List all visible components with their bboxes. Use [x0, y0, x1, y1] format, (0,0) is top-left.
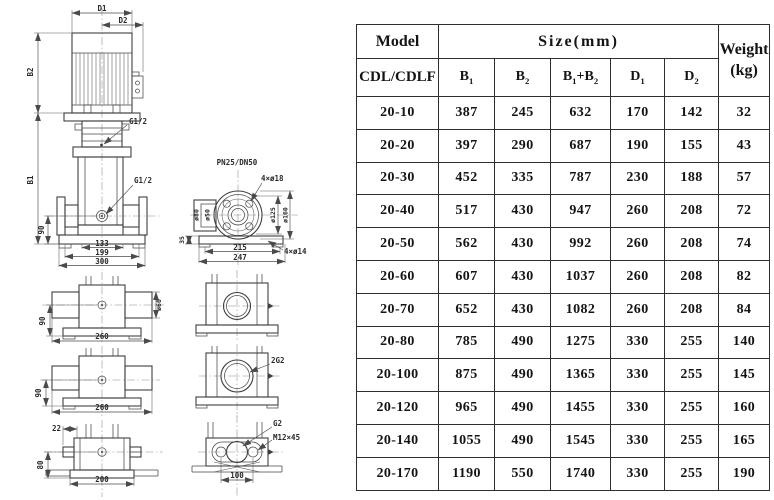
bolt-label-m12: M12×45 [273, 433, 301, 442]
cell-b1b2: 1365 [551, 359, 611, 392]
dim-label-dia160: ø160 [281, 207, 290, 223]
table-row [357, 457, 770, 490]
dim-label-dia60: ø60 [155, 299, 163, 311]
header-col-d1: $D_1$ [611, 59, 665, 97]
cell-model: 20-170 [357, 457, 439, 490]
cell-b2: 245 [495, 97, 551, 130]
cell-b1: 387 [439, 97, 495, 130]
cell-b1b2: 1545 [551, 424, 611, 457]
cell-model: 20-80 [357, 326, 439, 359]
header-col-b1b2: $B_1+B_2$ [551, 59, 611, 97]
table-row [357, 359, 770, 392]
header-col-d2: $D_2$ [665, 59, 719, 97]
cell-b2: 490 [495, 392, 551, 425]
table-row [357, 195, 770, 228]
side-view-1 [38, 272, 164, 344]
cell-d2: 255 [665, 424, 719, 457]
cell-b1b2: 1082 [551, 293, 611, 326]
cell-d2: 255 [665, 359, 719, 392]
cell-model: 20-140 [357, 424, 439, 457]
header-weight-line1: Weight [719, 40, 769, 58]
table-row [357, 326, 770, 359]
cell-b2: 490 [495, 359, 551, 392]
cell-model: 20-70 [357, 293, 439, 326]
rating-label: PN25/DN50 [216, 158, 258, 167]
cell-model: 20-50 [357, 228, 439, 261]
cell-weight: 160 [719, 392, 770, 425]
header-size-group: Size(mm) [439, 25, 719, 59]
cell-b2: 550 [495, 457, 551, 490]
cell-model: 20-100 [357, 359, 439, 392]
dim-label-200: 200 [95, 475, 109, 484]
dim-label-dia80: ø80 [192, 209, 201, 221]
header-model: Model [357, 25, 439, 59]
table-row [357, 260, 770, 293]
flange-view [178, 158, 307, 268]
cell-d1: 330 [611, 326, 665, 359]
thread-label-2g2: 2G2 [271, 356, 285, 365]
cell-d1: 330 [611, 457, 665, 490]
cell-b1: 452 [439, 162, 495, 195]
cell-b1: 562 [439, 228, 495, 261]
cell-d1: 260 [611, 195, 665, 228]
table-row [357, 162, 770, 195]
cell-d1: 260 [611, 260, 665, 293]
cell-b2: 290 [495, 129, 551, 162]
cell-b1: 397 [439, 129, 495, 162]
dim-label-90-main: 90 [37, 225, 46, 235]
table-row [357, 424, 770, 457]
cell-d2: 155 [665, 129, 719, 162]
cell-b1b2: 787 [551, 162, 611, 195]
cell-b1b2: 687 [551, 129, 611, 162]
cell-model: 20-120 [357, 392, 439, 425]
cell-b1: 1190 [439, 457, 495, 490]
cell-weight: 145 [719, 359, 770, 392]
cell-b1: 875 [439, 359, 495, 392]
cell-model: 20-30 [357, 162, 439, 195]
cell-d1: 330 [611, 392, 665, 425]
cell-d1: 190 [611, 129, 665, 162]
cell-d2: 255 [665, 392, 719, 425]
cell-b1b2: 1455 [551, 392, 611, 425]
table-row [357, 392, 770, 425]
dimensions-table-body [357, 97, 770, 491]
cell-d1: 260 [611, 293, 665, 326]
header-col-b2: $B_2$ [495, 59, 551, 97]
dim-label-dia50: ø50 [203, 209, 212, 221]
cell-model: 20-60 [357, 260, 439, 293]
table-row [357, 97, 770, 130]
cell-b1b2: 1740 [551, 457, 611, 490]
cell-b1: 652 [439, 293, 495, 326]
dim-label-199: 199 [95, 248, 109, 257]
cell-b2: 490 [495, 424, 551, 457]
cell-weight: 165 [719, 424, 770, 457]
dim-label-260-side1: 260 [95, 332, 109, 341]
dim-label-247: 247 [233, 253, 247, 262]
table-row [357, 293, 770, 326]
dim-label-22: 22 [51, 424, 61, 433]
cell-b2: 430 [495, 195, 551, 228]
cell-weight: 82 [719, 260, 770, 293]
cell-model: 20-10 [357, 97, 439, 130]
cell-weight: 57 [719, 162, 770, 195]
header-col-b1: $B_1$ [439, 59, 495, 97]
technical-drawing [0, 0, 356, 500]
cell-model: 20-20 [357, 129, 439, 162]
port-view-2 [196, 344, 285, 418]
dim-label-80: 80 [36, 460, 45, 470]
header-weight [719, 25, 770, 97]
oval-flange-view [192, 415, 300, 496]
dim-label-90-side2: 90 [34, 388, 43, 398]
cell-b1: 785 [439, 326, 495, 359]
cell-d1: 330 [611, 359, 665, 392]
cell-weight: 74 [719, 228, 770, 261]
cell-d1: 230 [611, 162, 665, 195]
port-label-g12-suction: G1/2 [134, 176, 153, 185]
side-view-3 [36, 420, 163, 497]
dim-label-300: 300 [95, 257, 109, 266]
port-label-g12-coupling: G1/2 [129, 117, 148, 126]
cell-b2: 430 [495, 228, 551, 261]
cell-d1: 330 [611, 424, 665, 457]
cell-b2: 335 [495, 162, 551, 195]
dim-label-260-side2: 260 [95, 403, 109, 412]
cell-b2: 490 [495, 326, 551, 359]
cell-d2: 142 [665, 97, 719, 130]
cell-weight: 32 [719, 97, 770, 130]
cell-weight: 190 [719, 457, 770, 490]
cell-d1: 170 [611, 97, 665, 130]
cell-d2: 208 [665, 260, 719, 293]
cell-b1b2: 1275 [551, 326, 611, 359]
dim-label-b1: B1 [26, 175, 35, 185]
header-series: CDL/CDLF [357, 59, 439, 97]
cell-d2: 208 [665, 293, 719, 326]
cell-d2: 255 [665, 457, 719, 490]
terminal-box [132, 72, 143, 98]
dim-label-dia125: ø125 [269, 207, 277, 223]
header-weight-line2: (kg) [730, 61, 758, 79]
dim-label-b2: B2 [26, 67, 35, 77]
cell-b1b2: 992 [551, 228, 611, 261]
cell-b1: 965 [439, 392, 495, 425]
dim-label-d1: D1 [97, 4, 107, 13]
side-view-2 [34, 346, 160, 416]
dim-label-90-side1: 90 [38, 316, 47, 326]
dim-label-d2: D2 [118, 16, 128, 25]
cell-b1b2: 947 [551, 195, 611, 228]
bolt-label-base: 4×ø14 [284, 247, 307, 256]
cell-b1: 1055 [439, 424, 495, 457]
cell-b2: 430 [495, 293, 551, 326]
table-row [357, 129, 770, 162]
port-view-1 [196, 270, 280, 342]
bolt-label-top: 4×ø18 [261, 174, 284, 183]
front-view [26, 4, 162, 270]
cell-d2: 255 [665, 326, 719, 359]
cell-weight: 43 [719, 129, 770, 162]
cell-weight: 140 [719, 326, 770, 359]
dim-label-100: 100 [230, 471, 244, 480]
table-row [357, 228, 770, 261]
thread-label-g2: G2 [273, 419, 283, 428]
cell-d1: 260 [611, 228, 665, 261]
cell-d2: 208 [665, 228, 719, 261]
cell-b1: 607 [439, 260, 495, 293]
dimensions-table [356, 24, 770, 491]
dimensions-table-pane [356, 24, 770, 491]
dim-label-215: 215 [233, 243, 247, 252]
cell-b1b2: 1037 [551, 260, 611, 293]
cell-model: 20-40 [357, 195, 439, 228]
cell-weight: 84 [719, 293, 770, 326]
dim-label-35: 35 [178, 236, 186, 244]
cell-d2: 188 [665, 162, 719, 195]
cell-weight: 72 [719, 195, 770, 228]
dim-label-133: 133 [95, 239, 109, 248]
pump-body [46, 147, 162, 248]
cell-b1b2: 632 [551, 97, 611, 130]
cell-b1: 517 [439, 195, 495, 228]
cell-b2: 430 [495, 260, 551, 293]
cell-d2: 208 [665, 195, 719, 228]
